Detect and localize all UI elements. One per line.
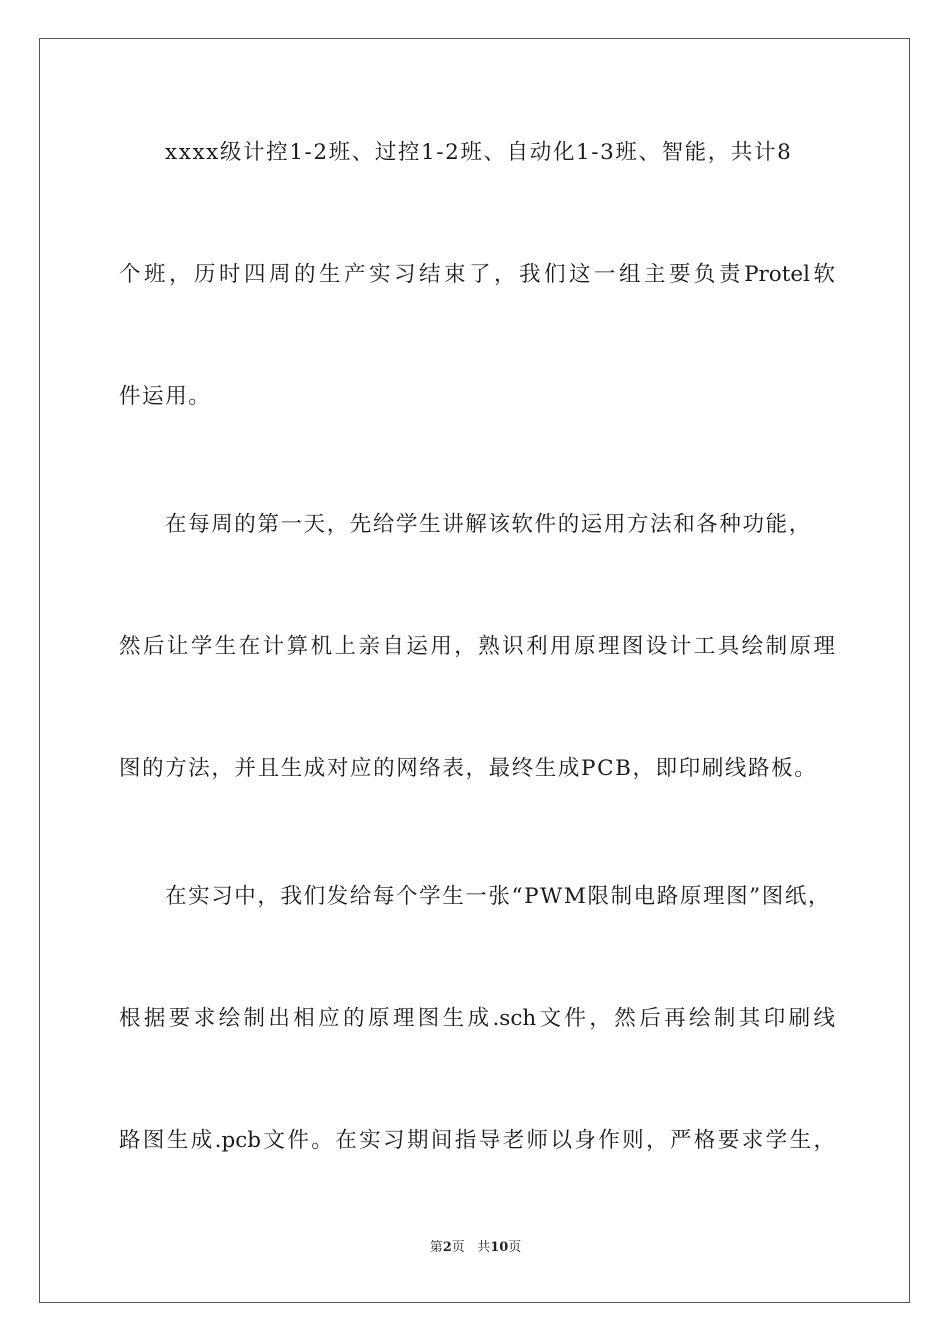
footer-total-pages: 10 xyxy=(490,1240,509,1255)
footer-total-prefix: 共 xyxy=(477,1240,491,1255)
paragraph-1-line-3: 件运用。 xyxy=(119,384,212,409)
paragraph-2-line-3: 图的方法，并且生成对应的网络表，最终生成PCB，即印刷线路板。 xyxy=(119,756,818,781)
footer-total-suffix: 页 xyxy=(508,1240,522,1255)
page-footer xyxy=(40,1236,911,1255)
page-frame xyxy=(39,38,910,1303)
footer-page-prefix: 第 xyxy=(429,1240,443,1255)
paragraph-3-line-2: 根据要求绘制出相应的原理图生成.sch文件，然后再绘制其印刷线 xyxy=(119,1006,835,1031)
paragraph-2-line-2: 然后让学生在计算机上亲自运用，熟识利用原理图设计工具绘制原理 xyxy=(119,634,835,659)
paragraph-3-line-1: 在实习中，我们发给每个学生一张“PWM限制电路原理图”图纸， xyxy=(165,884,832,909)
paragraph-1-line-2: 个班，历时四周的生产实习结束了，我们这一组主要负责Protel软 xyxy=(119,262,835,287)
paragraph-3-line-3: 路图生成.pcb文件。在实习期间指导老师以身作则，严格要求学生， xyxy=(119,1128,835,1153)
paragraph-2-line-1: 在每周的第一天，先给学生讲解该软件的运用方法和各种功能， xyxy=(165,512,812,537)
footer-page-number: 2 xyxy=(442,1240,452,1255)
paragraph-1-line-1: xxxx级计控1-2班、过控1-2班、自动化1-3班、智能，共计8 xyxy=(165,140,793,165)
footer-page-suffix: 页 xyxy=(451,1240,465,1255)
